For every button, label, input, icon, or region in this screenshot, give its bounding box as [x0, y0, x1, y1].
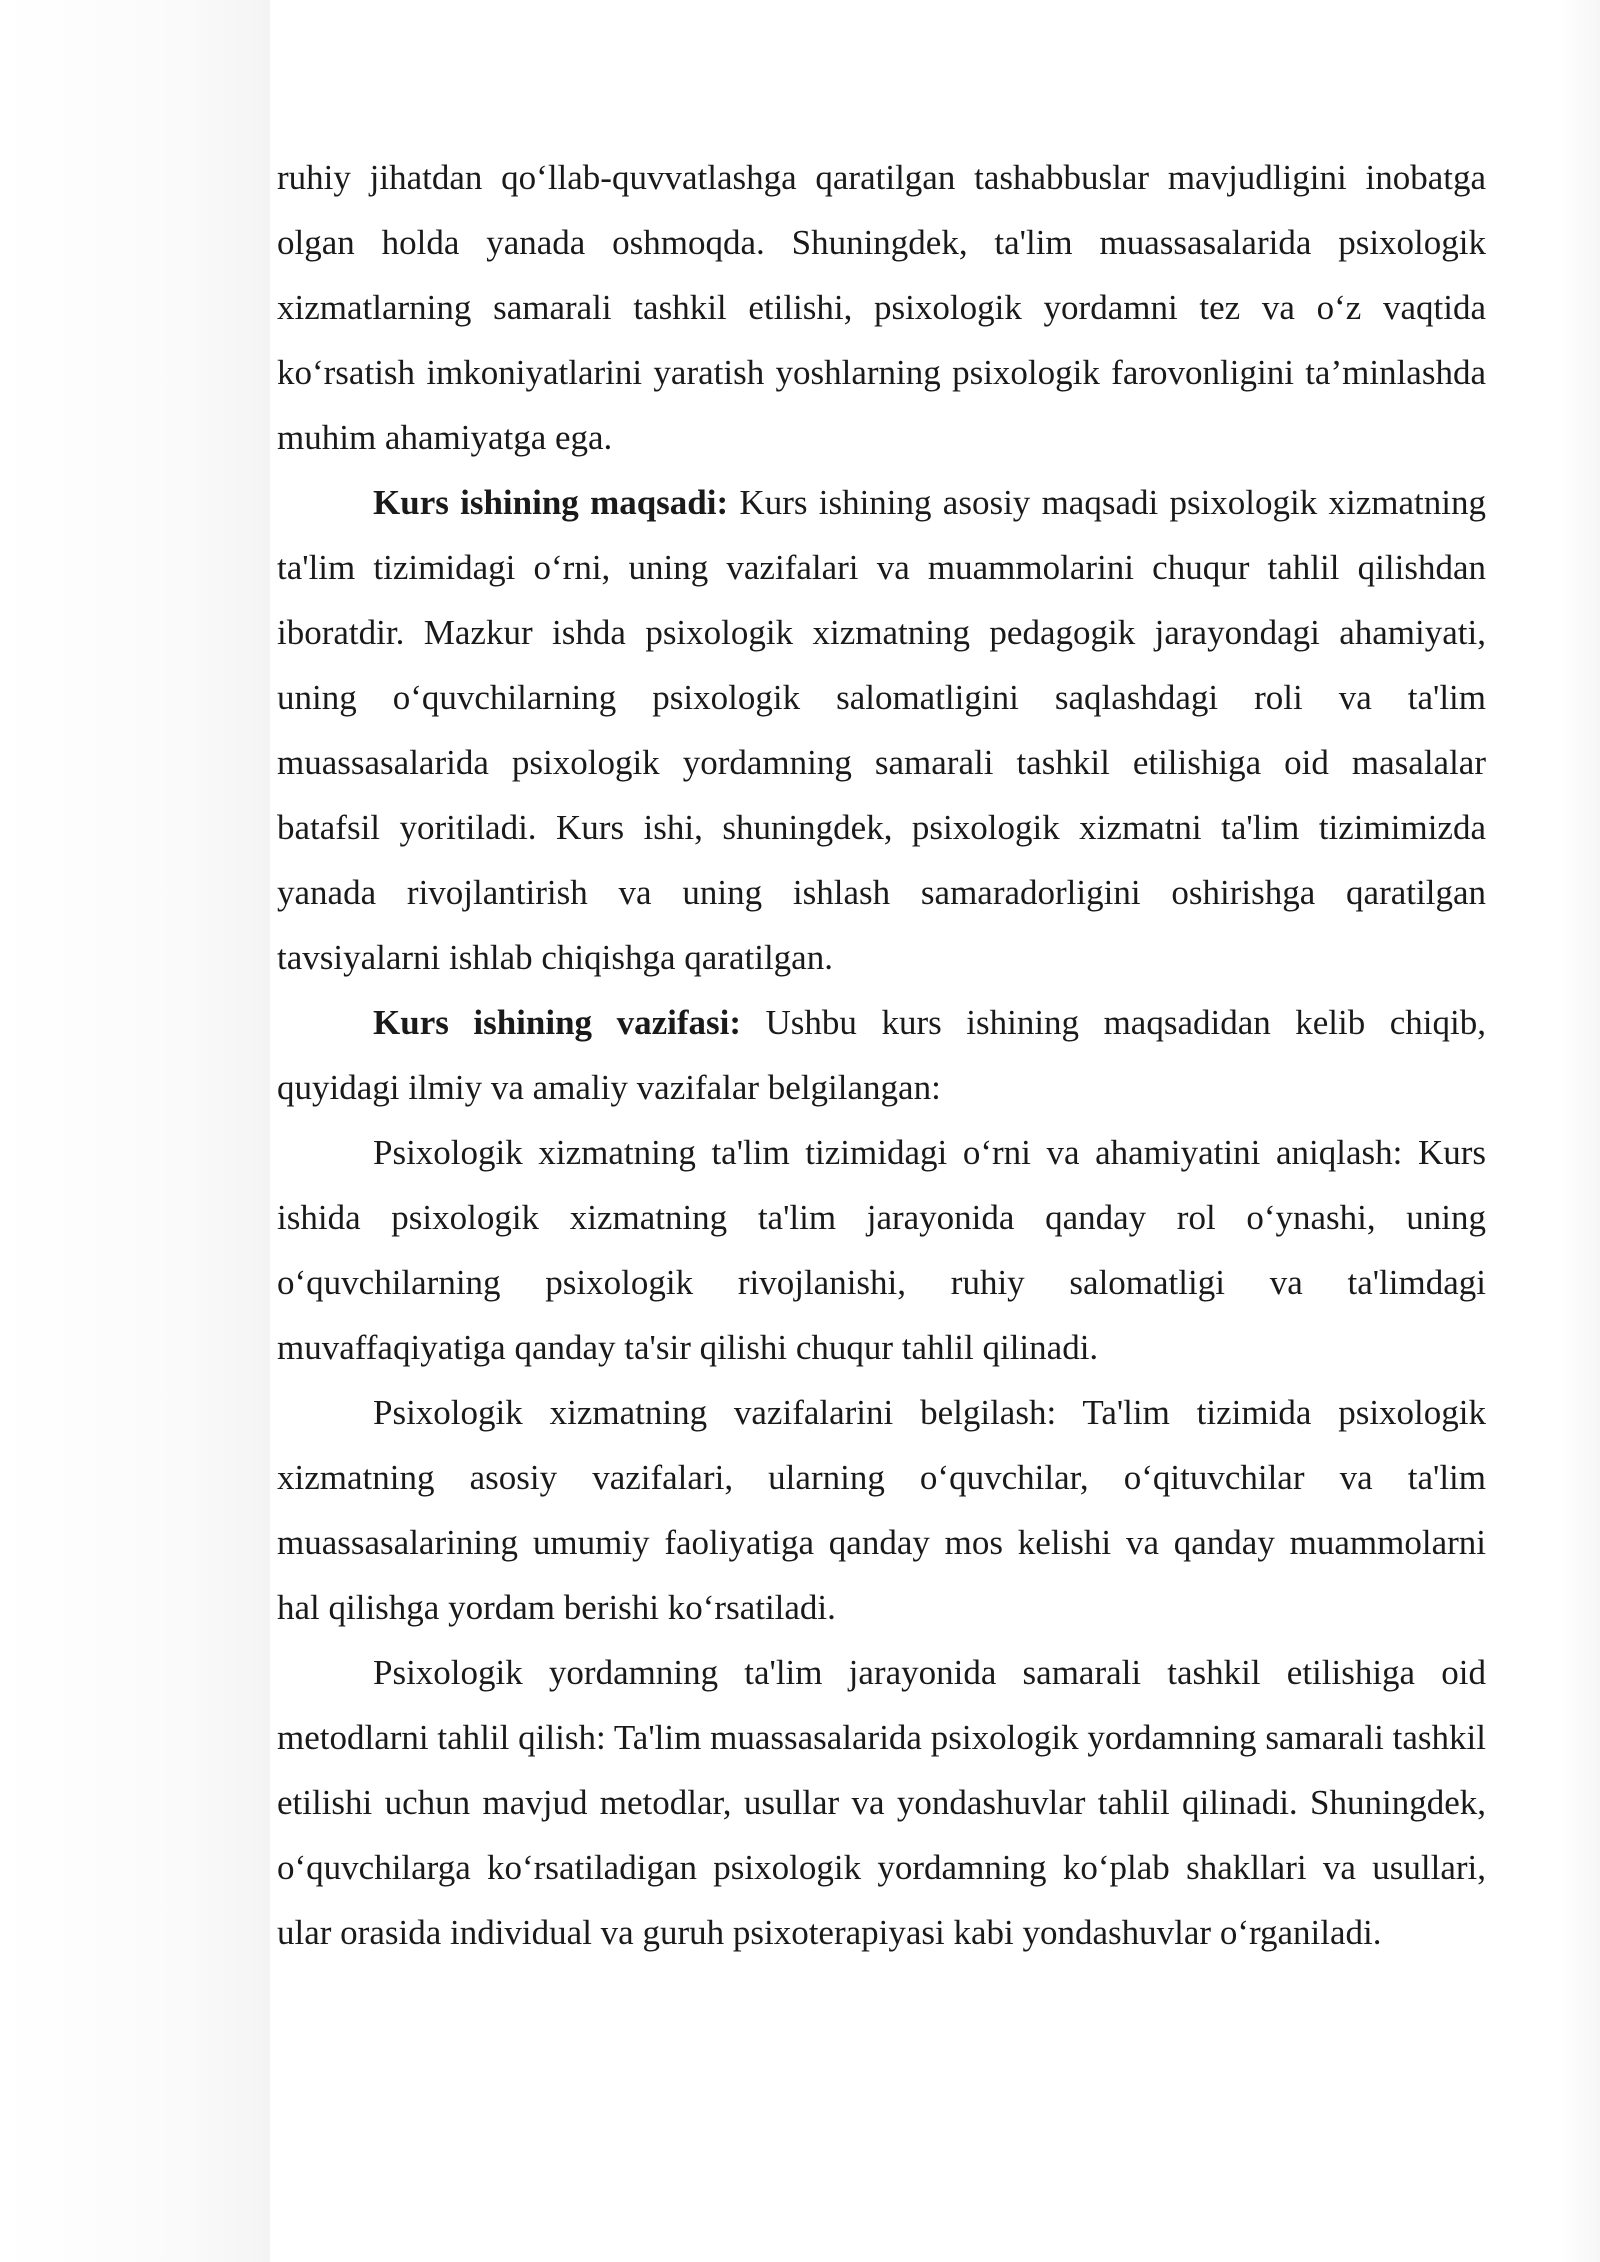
document-body — [277, 145, 1486, 1965]
paragraph-text: Psixologik xizmatning ta'lim tizimidagi o‘rni va ahamiyatini aniqlash: Kurs ishida psixologik xizmatning ta'lim jarayonida qanday rol o‘ynashi, uning o‘quvchilarning psixologik rivojlanishi, ruhiy salomatligi va ta'limdagi muvaffaqiyatiga qanday ta'sir qilishi chuqur tahlil qilinadi. — [277, 1133, 1486, 1367]
paragraph-text: Psixologik xizmatning vazifalarini belgilash: Ta'lim tizimida psixologik xizmatning asosiy vazifalari, ularning o‘quvchilar, o‘qituvchilar va ta'lim muassasalarining umumiy faoliyatiga qanday mos kelishi va qanday muammolarni hal qilishga yordam berishi ko‘rsatiladi. — [277, 1393, 1486, 1627]
paragraph-text: ruhiy jihatdan qo‘llab-quvvatlashga qaratilgan tashabbuslar mavjudligini inobatga olgan holda yanada oshmoqda. Shuningdek, ta'lim muassasalarida psixologik xizmatlarning samarali tashkil etilishi, psixologik yordamni tez va o‘z vaqtida ko‘rsatish imkoniyatlarini yaratish yoshlarning psixologik farovonligini ta’minlashda muhim ahamiyatga ega. — [277, 158, 1486, 457]
paragraph-heading: Kurs ishining vazifasi: — [373, 1003, 741, 1042]
page-shadow-left — [0, 0, 270, 2262]
paragraph-text: Kurs ishining asosiy maqsadi psixologik xizmatning ta'lim tizimidagi o‘rni, uning vazifalari va muammolarini chuqur tahlil qilishdan iboratdir. Mazkur ishda psixologik xizmatning pedagogik jarayondagi ahamiyati, uning o‘quvchilarning psixologik salomatligini saqlashdagi roli va ta'lim muassasalarida psixologik yordamning samarali tashkil etilishiga oid masalalar batafsil yoritiladi. Kurs ishi, shuningdek, psixologik xizmatni ta'lim tizimimizda yanada rivojlantirish va uning ishlash samaradorligini oshirishga qaratilgan tavsiyalarni ishlab chiqishga qaratilgan. — [277, 483, 1486, 977]
page-shadow-right — [1560, 0, 1600, 2262]
paragraph-task-duties — [277, 1380, 1486, 1640]
paragraph-intro-continuation — [277, 145, 1486, 470]
paragraph-course-tasks — [277, 990, 1486, 1120]
paragraph-text: Psixologik yordamning ta'lim jarayonida samarali tashkil etilishiga oid metodlarni tahlil qilish: Ta'lim muassasalarida psixologik yordamning samarali tashkil etilishi uchun mavjud metodlar, usullar va yondashuvlar tahlil qilinadi. Shuningdek, o‘quvchilarga ko‘rsatiladigan psixologik yordamning ko‘plab shakllari va usullari, ular orasida individual va guruh psixoterapiyasi kabi yondashuvlar o‘rganiladi. — [277, 1653, 1486, 1952]
paragraph-course-goal — [277, 470, 1486, 990]
paragraph-heading: Kurs ishining maqsadi: — [373, 483, 729, 522]
paragraph-task-methods — [277, 1640, 1486, 1965]
paragraph-text: Ushbu kurs ishining maqsadidan kelib chiqib, quyidagi ilmiy va amaliy vazifalar belgilangan: — [277, 1003, 1487, 1107]
paragraph-task-role — [277, 1120, 1486, 1380]
